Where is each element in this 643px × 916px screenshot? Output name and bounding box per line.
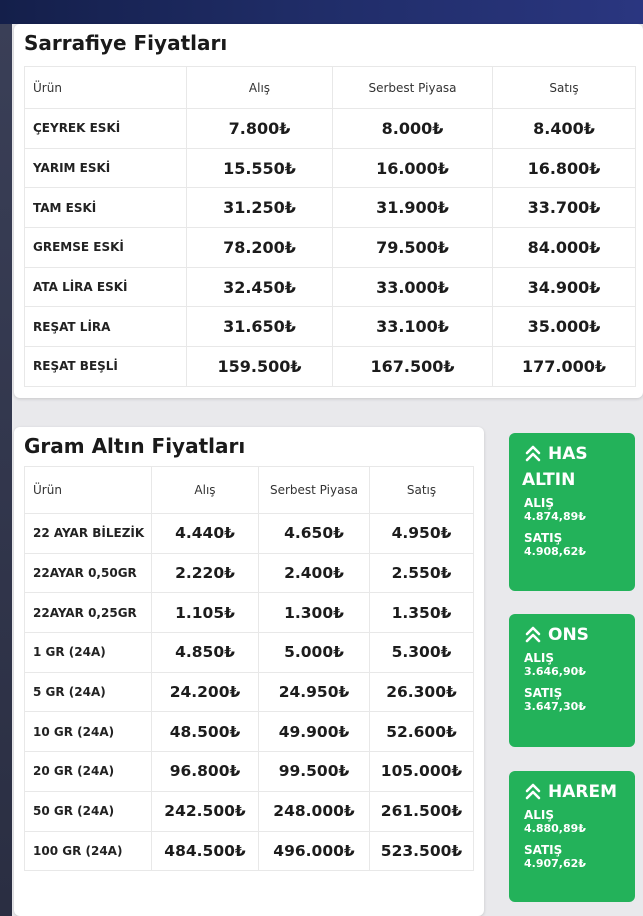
ons-card[interactable] (509, 614, 635, 747)
ons-title-text: ONS (548, 625, 589, 645)
has-altin-card[interactable] (509, 433, 635, 591)
product-name-cell: ATA LİRA ESKİ (25, 267, 187, 307)
price-cell-buy: 78.200₺ (187, 228, 333, 268)
price-cell-market: 16.000₺ (333, 148, 493, 188)
table-row (25, 831, 474, 871)
price-cell-buy: 4.440₺ (152, 514, 259, 554)
harem-card[interactable] (509, 771, 635, 902)
table-row (25, 307, 636, 347)
has-sell-label: SATIŞ (524, 531, 563, 545)
product-name-cell: 1 GR (24A) (25, 633, 152, 673)
price-cell-sell: 16.800₺ (493, 148, 636, 188)
gram-title: Gram Altın Fiyatları (24, 434, 246, 458)
column-header-product: Ürün (25, 467, 152, 514)
price-cell-market: 2.400₺ (259, 553, 370, 593)
price-cell-market: 31.900₺ (333, 188, 493, 228)
price-cell-buy: 24.200₺ (152, 672, 259, 712)
price-cell-sell: 52.600₺ (370, 712, 474, 752)
sarrafiye-table (24, 66, 636, 387)
double-chevron-up-icon (524, 782, 542, 802)
price-cell-sell: 1.350₺ (370, 593, 474, 633)
price-cell-buy: 2.220₺ (152, 553, 259, 593)
product-name-cell: REŞAT LİRA (25, 307, 187, 347)
has-buy-label: ALIŞ (524, 496, 555, 510)
price-cell-buy: 484.500₺ (152, 831, 259, 871)
price-cell-sell: 523.500₺ (370, 831, 474, 871)
price-cell-buy: 31.650₺ (187, 307, 333, 347)
price-cell-buy: 4.850₺ (152, 633, 259, 673)
product-name-cell: 50 GR (24A) (25, 791, 152, 831)
price-cell-market: 33.100₺ (333, 307, 493, 347)
gram-prices-card (14, 427, 484, 916)
column-header-sell: Satış (493, 67, 636, 109)
ons-title (524, 622, 635, 648)
price-cell-sell: 177.000₺ (493, 347, 636, 387)
table-row (25, 672, 474, 712)
price-cell-sell: 34.900₺ (493, 267, 636, 307)
price-cell-buy: 159.500₺ (187, 347, 333, 387)
table-row (25, 712, 474, 752)
table-row (25, 347, 636, 387)
price-cell-buy: 31.250₺ (187, 188, 333, 228)
table-row (25, 553, 474, 593)
table-row (25, 228, 636, 268)
has-altin-title-line2: ALTIN (522, 470, 576, 490)
product-name-cell: TAM ESKİ (25, 188, 187, 228)
column-header-buy: Alış (187, 67, 333, 109)
sarrafiye-title: Sarrafiye Fiyatları (24, 31, 228, 55)
product-name-cell: 10 GR (24A) (25, 712, 152, 752)
product-name-cell: 22AYAR 0,50GR (25, 553, 152, 593)
harem-sell-label: SATIŞ (524, 843, 563, 857)
price-cell-buy: 48.500₺ (152, 712, 259, 752)
harem-buy-value: 4.880,89₺ (524, 822, 586, 835)
price-cell-market: 4.650₺ (259, 514, 370, 554)
product-name-cell: 100 GR (24A) (25, 831, 152, 871)
price-cell-buy: 7.800₺ (187, 109, 333, 149)
product-name-cell: YARIM ESKİ (25, 148, 187, 188)
column-header-buy: Alış (152, 467, 259, 514)
harem-sell-value: 4.907,62₺ (524, 857, 586, 870)
column-header-sell: Satış (370, 467, 474, 514)
column-header-product: Ürün (25, 67, 187, 109)
price-cell-sell: 5.300₺ (370, 633, 474, 673)
product-name-cell: REŞAT BEŞLİ (25, 347, 187, 387)
ons-buy-label: ALIŞ (524, 651, 555, 665)
price-cell-market: 496.000₺ (259, 831, 370, 871)
price-cell-market: 8.000₺ (333, 109, 493, 149)
product-name-cell: 22 AYAR BİLEZİK (25, 514, 152, 554)
harem-buy-label: ALIŞ (524, 808, 555, 822)
table-row (25, 267, 636, 307)
product-name-cell: 5 GR (24A) (25, 672, 152, 712)
price-cell-sell: 261.500₺ (370, 791, 474, 831)
price-cell-sell: 4.950₺ (370, 514, 474, 554)
sarrafiye-prices-card (14, 24, 643, 398)
price-cell-sell: 2.550₺ (370, 553, 474, 593)
table-header-row (25, 467, 474, 514)
double-chevron-up-icon (524, 444, 542, 464)
table-row (25, 633, 474, 673)
left-edge-panel (0, 24, 12, 916)
ons-sell-value: 3.647,30₺ (524, 700, 586, 713)
price-cell-sell: 33.700₺ (493, 188, 636, 228)
table-row (25, 188, 636, 228)
price-cell-buy: 96.800₺ (152, 752, 259, 792)
table-row (25, 514, 474, 554)
price-cell-market: 33.000₺ (333, 267, 493, 307)
product-name-cell: 20 GR (24A) (25, 752, 152, 792)
top-banner (0, 0, 643, 24)
price-cell-buy: 242.500₺ (152, 791, 259, 831)
product-name-cell: ÇEYREK ESKİ (25, 109, 187, 149)
has-buy-value: 4.874,89₺ (524, 510, 586, 523)
ons-sell-label: SATIŞ (524, 686, 563, 700)
price-cell-market: 99.500₺ (259, 752, 370, 792)
double-chevron-up-icon (524, 625, 542, 645)
price-cell-buy: 15.550₺ (187, 148, 333, 188)
product-name-cell: GREMSE ESKİ (25, 228, 187, 268)
price-cell-sell: 84.000₺ (493, 228, 636, 268)
price-cell-buy: 32.450₺ (187, 267, 333, 307)
has-altin-title (524, 441, 635, 467)
price-cell-market: 24.950₺ (259, 672, 370, 712)
table-row (25, 593, 474, 633)
table-row (25, 109, 636, 149)
table-row (25, 791, 474, 831)
price-cell-market: 167.500₺ (333, 347, 493, 387)
harem-title-text: HAREM (548, 782, 618, 802)
table-header-row (25, 67, 636, 109)
ons-buy-value: 3.646,90₺ (524, 665, 586, 678)
price-cell-sell: 26.300₺ (370, 672, 474, 712)
price-cell-market: 1.300₺ (259, 593, 370, 633)
has-sell-value: 4.908,62₺ (524, 545, 586, 558)
harem-title (524, 779, 635, 805)
table-row (25, 752, 474, 792)
price-cell-buy: 1.105₺ (152, 593, 259, 633)
table-row (25, 148, 636, 188)
price-cell-sell: 8.400₺ (493, 109, 636, 149)
price-cell-sell: 105.000₺ (370, 752, 474, 792)
price-cell-market: 5.000₺ (259, 633, 370, 673)
price-cell-market: 248.000₺ (259, 791, 370, 831)
price-cell-market: 49.900₺ (259, 712, 370, 752)
gram-table (24, 466, 474, 871)
price-cell-market: 79.500₺ (333, 228, 493, 268)
price-cell-sell: 35.000₺ (493, 307, 636, 347)
column-header-market: Serbest Piyasa (333, 67, 493, 109)
has-altin-title-line1: HAS (548, 444, 588, 464)
product-name-cell: 22AYAR 0,25GR (25, 593, 152, 633)
column-header-market: Serbest Piyasa (259, 467, 370, 514)
